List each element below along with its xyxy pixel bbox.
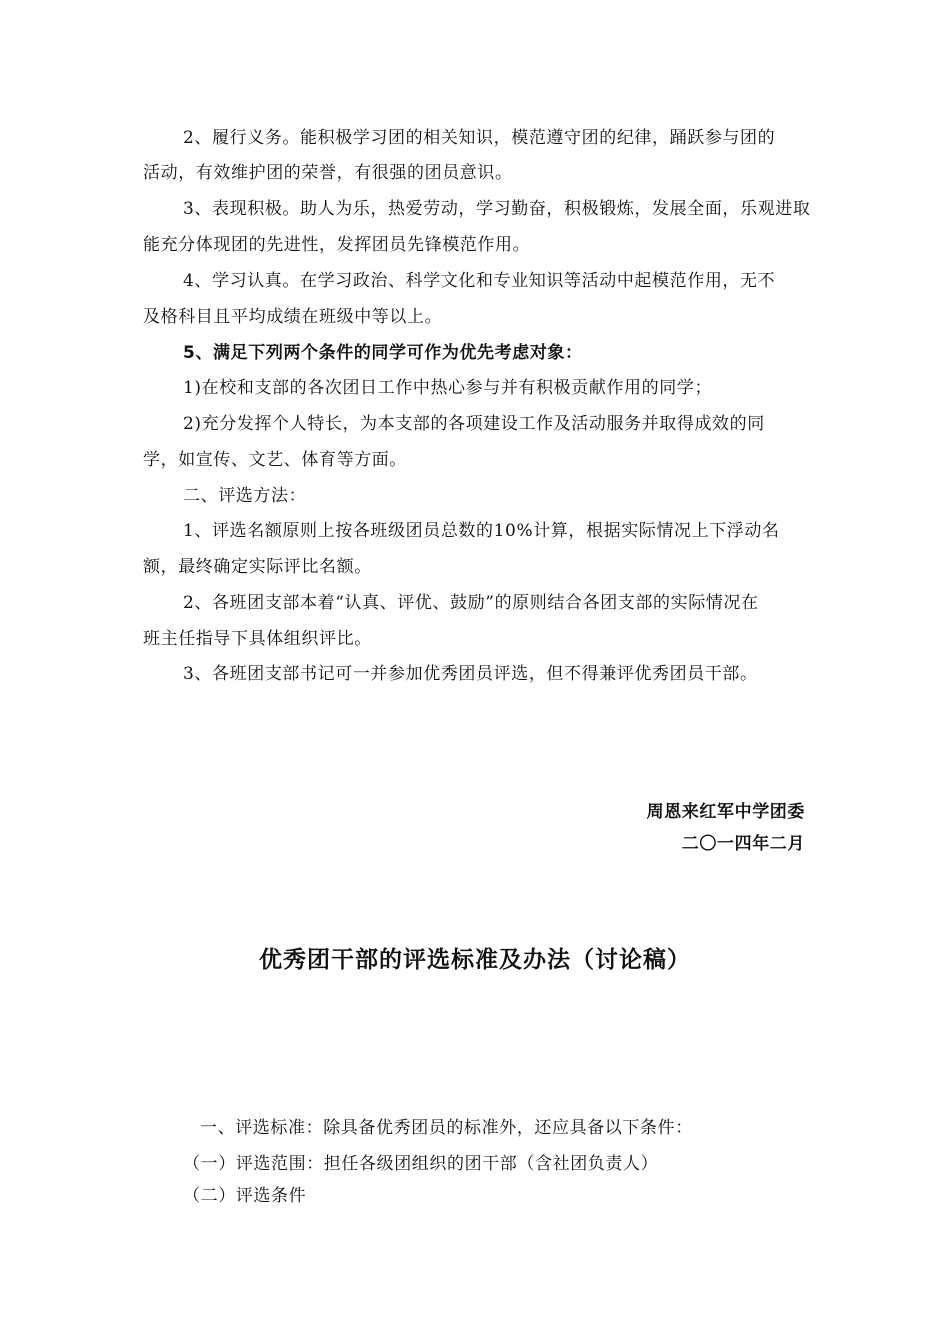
item4-line1: 4、学习认真。在学习政治、科学文化和专业知识等活动中起模范作用，无不 <box>183 271 776 291</box>
item2-line2: 活动，有效维护团的荣誉，有很强的团员意识。 <box>143 163 513 183</box>
signature-date: 二〇一四年二月 <box>681 834 805 854</box>
method-2-line2: 班主任指导下具体组织评比。 <box>143 629 372 649</box>
method-3: 3、各班团支部书记可一并参加优秀团员评选，但不得兼评优秀团员干部。 <box>183 664 758 684</box>
conditions-heading: （二）评选条件 <box>183 1186 307 1206</box>
method-heading: 二、评选方法： <box>183 486 307 506</box>
condition-2-line1: 2)充分发挥个人特长，为本支部的各项建设工作及活动服务并取得成效的同 <box>183 414 765 434</box>
item3-line1: 3、表现积极。助人为乐，热爱劳动，学习勤奋，积极锻炼，发展全面，乐观进取 <box>183 199 811 219</box>
standard-heading: 一、评选标准：除具备优秀团员的标准外，还应具备以下条件： <box>200 1118 693 1138</box>
method-1-line1: 1、评选名额原则上按各班级团员总数的10%计算，根据实际情况上下浮动名 <box>183 521 780 541</box>
condition-2-line2: 学，如宣传、文艺、体育等方面。 <box>143 450 407 470</box>
item4-line2: 及格科目且平均成绩在班级中等以上。 <box>143 307 443 327</box>
item3-line2: 能充分体现团的先进性，发挥团员先锋模范作用。 <box>143 235 531 255</box>
method-1-line2: 额，最终确定实际评比名额。 <box>143 557 372 577</box>
document-title: 优秀团干部的评选标准及办法（讨论稿） <box>259 947 691 973</box>
scope-line: （一）评选范围：担任各级团组织的团干部（含社团负责人） <box>183 1154 659 1174</box>
item2-line1: 2、履行义务。能积极学习团的相关知识，模范遵守团的纪律，踊跃参与团的 <box>183 128 776 148</box>
condition-1: 1)在校和支部的各次团日工作中热心参与并有积极贡献作用的同学； <box>183 378 713 398</box>
signature-organization: 周恩来红军中学团委 <box>646 802 805 822</box>
method-2-line1: 2、各班团支部本着“认真、评优、鼓励”的原则结合各团支部的实际情况在 <box>183 593 759 613</box>
item5-heading: 5、满足下列两个条件的同学可作为优先考虑对象： <box>183 343 583 363</box>
